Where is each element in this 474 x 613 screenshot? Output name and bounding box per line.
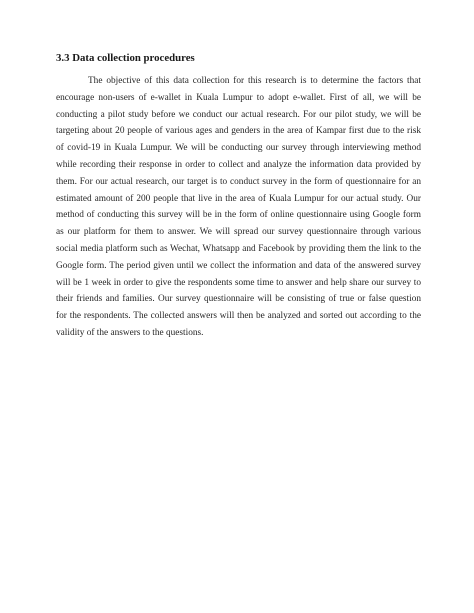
paragraph-line: method of conducting this survey will be in the form of online questionnaire using Google form [56, 210, 421, 221]
paragraph-line: them. For our actual research, our target is to conduct survey in the form of questionnaire for an [56, 176, 421, 187]
paragraph-line: Google form. The period given until we collect the information and data of the answered survey [56, 260, 421, 271]
paragraph-line: while recording their response in order to collect and analyze the information data provided by [56, 159, 421, 170]
paragraph-line: estimated amount of 200 people that live in the area of Kuala Lumpur for our actual study. Our [56, 193, 421, 204]
paragraph-line: social media platform such as Wechat, Whatsapp and Facebook by providing them the link to the [56, 243, 421, 254]
paragraph-line: encourage non-users of e-wallet in Kuala Lumpur to adopt e-wallet. First of all, we will be [56, 92, 421, 103]
paragraph-line: as our platform for them to answer. We will spread our survey questionnaire through various [56, 227, 421, 238]
paragraph-line: conducting a pilot study before we conduct our actual research. For our pilot study, we will be [56, 109, 421, 120]
paragraph-line: will be 1 week in order to give the respondents some time to answer and help share our survey to [56, 277, 421, 288]
paragraph-line: targeting about 20 people of various ages and genders in the area of Kampar first due to the risk [56, 126, 421, 137]
paragraph-line: for the respondents. The collected answers will then be analyzed and sorted out according to the [56, 311, 421, 322]
body-paragraph [56, 73, 421, 342]
paragraph-line: validity of the answers to the questions. [56, 327, 204, 338]
paragraph-line: The objective of this data collection for this research is to determine the factors that [88, 76, 421, 86]
paragraph-line: of covid-19 in Kuala Lumpur. We will be conducting our survey through interviewing method [56, 143, 421, 154]
paragraph-line: their friends and families. Our survey questionnaire will be consisting of true or false question [56, 294, 421, 305]
section-heading: 3.3 Data collection procedures [56, 52, 195, 64]
